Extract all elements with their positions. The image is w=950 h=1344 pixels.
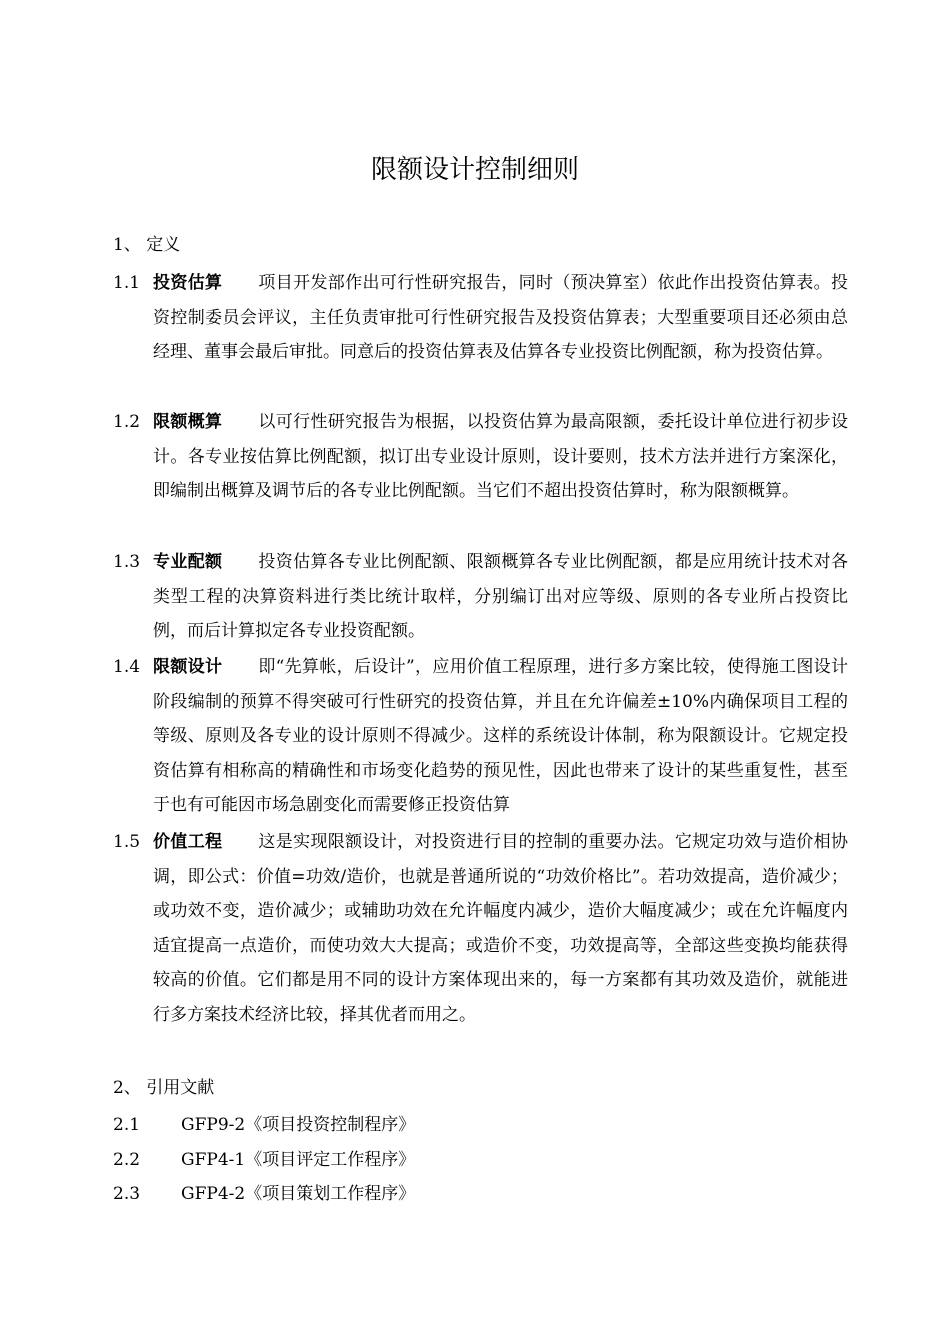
item-text: 即“先算帐，后设计”，应用价值工程原理，进行多方案比较，使得施工图设计阶段编制的预算不得突破可行性研究的投资估算，并且在允许偏差±10%内确保项目工程的等级、原则及各专业的设计原则不得减少。这样的系统设计体制，称为限额设计。它规定投资估算有相称高的精确性和市场变化趋势的预见性，因此也带来了设计的某些重复性，甚至于也有可能因市场急剧变化而需要修正投资估算 (153, 657, 848, 815)
item-term: 价值工程 (153, 832, 223, 852)
reference-number: 2.1 (113, 1115, 141, 1135)
reference-text: GFP4-2《项目策划工作程序》 (181, 1184, 416, 1204)
item-text: 这是实现限额设计，对投资进行目的控制的重要办法。它规定功效与造价相协调，即公式：价值=功效/造价，也就是普通所说的“功效价格比”。若功效提高，造价减少；或功效不变，造价减少；或辅助功效在允许幅度内减少，造价大幅度减少；或在允许幅度内适宜提高一点造价，而使功效大大提高；或造价不变，功效提高等，全部这些变换均能获得较高的价值。它们都是用不同的设计方案体现出来的，每一方案都有其功效及造价，就能进行多方案技术经济比较，择其优者而用之。 (153, 832, 848, 1025)
item-number: 1.3 (113, 552, 141, 572)
item-text: 以可行性研究报告为根据，以投资估算为最高限额，委托设计单位进行初步设计。各专业按估算比例配额，拟订出专业设计原则，设计要则，技术方法并进行方案深化，即编制出概算及调节后的各专业比例配额。当它们不超出投资估算时，称为限额概算。 (153, 412, 848, 501)
item-term: 限额设计 (153, 657, 223, 677)
reference-item (113, 1177, 415, 1211)
item-number: 1.5 (113, 832, 141, 852)
reference-item (113, 1108, 415, 1142)
reference-number: 2.2 (113, 1150, 141, 1170)
reference-item (113, 1143, 415, 1177)
section-heading-definitions: 1、 定义 (113, 235, 181, 255)
item-text: 投资估算各专业比例配额、限额概算各专业比例配额，都是应用统计技术对各类型工程的决算资料进行类比统计取样，分别编订出对应等级、原则的各专业所占投资比例，而后计算拟定各专业投资配额。 (153, 552, 848, 641)
item-term: 限额概算 (153, 412, 223, 432)
item-term: 投资估算 (153, 273, 223, 293)
reference-text: GFP4-1《项目评定工作程序》 (181, 1150, 416, 1170)
item-text: 项目开发部作出可行性研究报告，同时（预决算室）依此作出投资估算表。投资控制委员会评议，主任负责审批可行性研究报告及投资估算表；大型重要项目还必须由总经理、董事会最后审批。同意后的投资估算表及估算各专业投资比例配额，称为投资估算。 (153, 273, 848, 362)
section-heading-references: 2、 引用文献 (113, 1078, 215, 1098)
document-title: 限额设计控制细则 (370, 155, 579, 185)
item-term: 专业配额 (153, 552, 223, 572)
reference-text: GFP9-2《项目投资控制程序》 (181, 1115, 416, 1135)
reference-number: 2.3 (113, 1184, 141, 1204)
item-number: 1.4 (113, 657, 141, 677)
item-number: 1.1 (113, 273, 141, 293)
item-number: 1.2 (113, 412, 141, 432)
